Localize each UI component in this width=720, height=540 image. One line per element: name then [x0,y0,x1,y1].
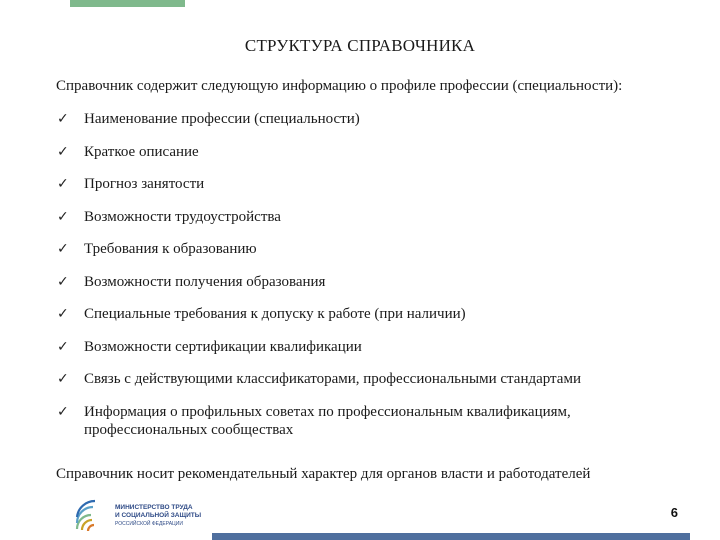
footer [0,495,720,540]
closing-text: Справочник носит рекомендательный характер для органов власти и работодателей [56,466,591,482]
list-item-text: Возможности сертификации квалификации [84,338,362,355]
footer-accent-bar [212,533,690,540]
list-item-text: Наименование профессии (специальности) [84,111,360,127]
ministry-line-2: И СОЦИАЛЬНОЙ ЗАЩИТЫ [115,512,202,519]
list-item-text: Краткое описание [84,143,199,160]
top-accent-bar [70,0,185,7]
list-item [56,338,696,356]
list-item [56,370,696,388]
slide-title: СТРУКТУРА СПРАВОЧНИКА [244,36,476,55]
list-item-text: Специальные требования к допуску к работе (при наличии) [84,306,466,322]
list-item [56,175,696,193]
list-item [56,110,696,128]
checkmark-icon: ✓ [57,371,69,387]
bullet-list [56,110,696,453]
checkmark-icon: ✓ [57,273,69,290]
checkmark-icon: ✓ [57,176,69,192]
ministry-name [115,504,201,528]
checkmark-icon: ✓ [57,143,69,160]
checkmark-icon: ✓ [57,306,69,322]
list-item-text: Требования к образованию [84,241,257,257]
checkmark-icon: ✓ [57,208,69,225]
ministry-line-1: МИНИСТЕРСТВО ТРУДА [115,504,193,511]
ministry-line-3: РОССИЙСКОЙ ФЕДЕРАЦИИ [115,521,183,527]
list-item-text: Связь с действующими классификаторами, профессиональными стандартами [84,371,581,387]
list-item-text: Возможности получения образования [84,273,326,290]
list-item [56,143,696,161]
checkmark-icon: ✓ [57,403,69,420]
list-item [56,305,696,323]
checkmark-icon: ✓ [57,241,69,257]
list-item [56,240,696,258]
checkmark-icon: ✓ [57,338,69,355]
intro-text: Справочник содержит следующую информацию о профиле профессии (специальности): [56,78,623,94]
list-item-text: Прогноз занятости [84,176,205,192]
ministry-logo-icon [74,499,104,533]
list-item [56,273,696,291]
checkmark-icon: ✓ [57,111,69,127]
list-item-text: Возможности трудоустройства [84,208,281,225]
list-item-text: Информация о профильных советах по профессиональным квалификациям, профессиональных сообществах [84,403,571,438]
list-item [56,403,696,439]
list-item [56,208,696,226]
page-number: 6 [670,505,678,520]
